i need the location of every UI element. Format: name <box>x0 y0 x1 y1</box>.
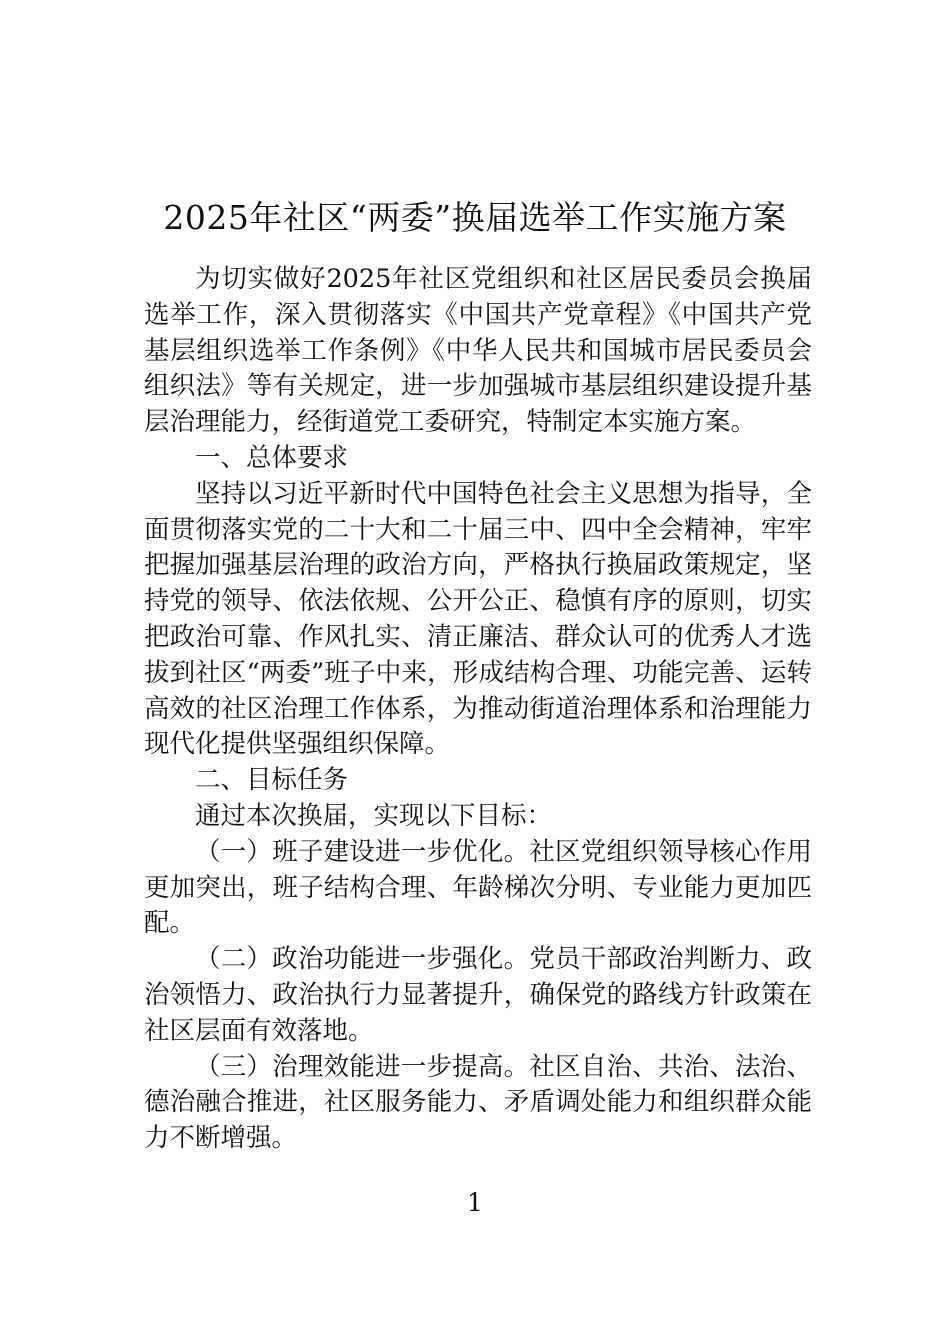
section-heading-goals: 二、目标任务 <box>195 765 349 796</box>
goals-intro-paragraph: 通过本次换届，实现以下目标： <box>195 800 553 831</box>
section-heading-general-requirements: 一、总体要求 <box>195 442 349 473</box>
document-title: 2025年社区“两委”换届选举工作实施方案 <box>163 198 787 238</box>
goal-item-2: （二）政治功能进一步强化。党员干部政治判断力、政治领悟力、政治执行力显著提升，确保党的路线方针政策在社区层面有效落地。 <box>144 944 812 1046</box>
general-requirements-paragraph: 坚持以习近平新时代中国特色社会主义思想为指导，全面贯彻落实党的二十大和二十届三中、四中全会精神，牢牢把握加强基层治理的政治方向，严格执行换届政策规定，坚持党的领导、依法依规、公开公正、稳慎有序的原则，切实把政治可靠、作风扎实、清正廉洁、群众认可的优秀人才选拔到社区“两委”班子中来，形成结构合理、功能完善、运转高效的社区治理工作体系，为推动街道治理体系和治理能力现代化提供坚强组织保障。 <box>144 478 812 760</box>
goal-item-1: （一）班子建设进一步优化。社区党组织领导核心作用更加突出，班子结构合理、年龄梯次分明、专业能力更加匹配。 <box>144 836 812 939</box>
page-number: 1 <box>467 1188 483 1217</box>
document-body <box>144 262 812 1157</box>
intro-paragraph: 为切实做好2025年社区党组织和社区居民委员会换届选举工作，深入贯彻落实《中国共产党章程》《中国共产党基层组织选举工作条例》《中华人民共和国城市居民委员会组织法》等有关规定，进一步加强城市基层组织建设提升基层治理能力，经街道党工委研究，特制定本实施方案。 <box>144 264 812 438</box>
goal-item-3: （三）治理效能进一步提高。社区自治、共治、法治、德治融合推进，社区服务能力、矛盾调处能力和组织群众能力不断增强。 <box>144 1051 812 1154</box>
